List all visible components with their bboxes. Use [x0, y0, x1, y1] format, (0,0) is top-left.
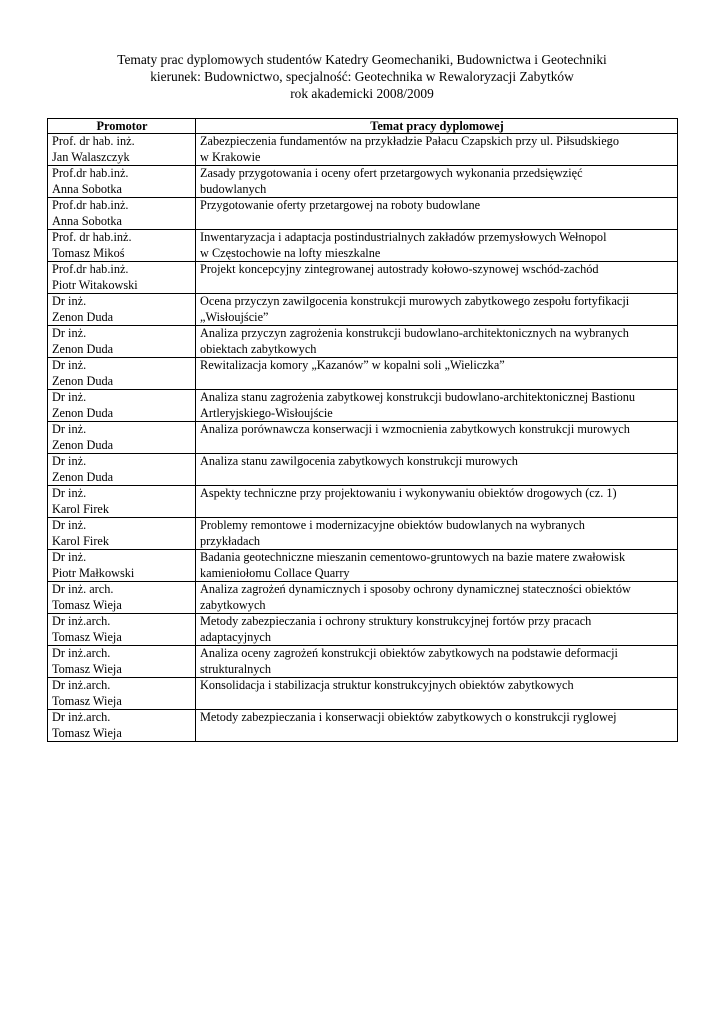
- topic-text-line: „Wisłoujście”: [200, 309, 269, 324]
- promotor-degree: Prof. dr hab.inż.: [52, 230, 132, 244]
- promotor-degree: Dr inż.: [52, 294, 87, 308]
- promotor-name: Zenon Duda: [52, 341, 114, 356]
- promotor-degree: Dr inż.: [52, 422, 87, 436]
- promotor-degree: Dr inż.arch.: [52, 614, 111, 628]
- topic-text-line: Konsolidacja i stabilizacja struktur konstrukcyjnych obiektów zabytkowych: [200, 678, 574, 692]
- table-body: [48, 134, 678, 742]
- promotor-name: Anna Sobotka: [52, 181, 123, 196]
- topic-text-line: Aspekty techniczne przy projektowaniu i wykonywaniu obiektów drogowych (cz. 1): [200, 486, 617, 500]
- promotor-cell: [48, 486, 196, 518]
- promotor-cell: [48, 646, 196, 678]
- topic-text-line: Analiza stanu zagrożenia zabytkowej konstrukcji budowlano-architektonicznej Bastionu: [200, 390, 636, 404]
- table-row: [48, 518, 678, 550]
- promotor-cell: [48, 422, 196, 454]
- document-header: [0, 51, 724, 102]
- promotor-name: Tomasz Wieja: [52, 725, 122, 740]
- promotor-degree: Dr inż.arch.: [52, 678, 111, 692]
- topic-text-line: Inwentaryzacja i adaptacja postindustrialnych zakładów przemysłowych Wełnopol: [200, 230, 607, 244]
- topic-text-line: adaptacyjnych: [200, 629, 272, 644]
- table-row: [48, 326, 678, 358]
- topic-cell: [196, 614, 678, 646]
- topic-text-line: Projekt koncepcyjny zintegrowanej autostrady kołowo-szynowej wschód-zachód: [200, 262, 599, 276]
- promotor-degree: Dr inż. arch.: [52, 582, 114, 596]
- topic-cell: [196, 390, 678, 422]
- topic-cell: [196, 486, 678, 518]
- topic-text-line: zabytkowych: [200, 597, 266, 612]
- promotor-cell: [48, 262, 196, 294]
- table-row: [48, 294, 678, 326]
- topic-text-line: obiektach zabytkowych: [200, 341, 317, 356]
- thesis-topics-table: [47, 118, 678, 742]
- promotor-cell: [48, 550, 196, 582]
- promotor-cell: [48, 518, 196, 550]
- promotor-name: Tomasz Wieja: [52, 629, 122, 644]
- table-row: [48, 390, 678, 422]
- header-title-line: Tematy prac dyplomowych studentów Katedry Geomechaniki, Budownictwa i Geotechniki: [117, 52, 607, 67]
- topic-cell: [196, 358, 678, 390]
- table-row: [48, 358, 678, 390]
- promotor-name: Zenon Duda: [52, 405, 114, 420]
- table-row: [48, 646, 678, 678]
- promotor-degree: Prof. dr hab. inż.: [52, 134, 135, 148]
- promotor-cell: [48, 614, 196, 646]
- topic-text-line: w Częstochowie na lofty mieszkalne: [200, 245, 381, 260]
- topic-cell: [196, 294, 678, 326]
- table-row: [48, 166, 678, 198]
- topic-cell: [196, 646, 678, 678]
- promotor-name: Zenon Duda: [52, 373, 114, 388]
- promotor-degree: Dr inż.arch.: [52, 646, 111, 660]
- table-row: [48, 262, 678, 294]
- column-header-topic: Temat pracy dyplomowej: [196, 119, 678, 134]
- promotor-cell: [48, 294, 196, 326]
- topic-cell: [196, 710, 678, 742]
- topic-cell: [196, 422, 678, 454]
- promotor-cell: [48, 134, 196, 166]
- promotor-cell: [48, 582, 196, 614]
- promotor-cell: [48, 390, 196, 422]
- promotor-cell: [48, 678, 196, 710]
- promotor-name: Tomasz Mikoś: [52, 245, 125, 260]
- topic-cell: [196, 678, 678, 710]
- topic-text-line: Artleryjskiego-Wisłoujście: [200, 405, 333, 420]
- topic-cell: [196, 454, 678, 486]
- promotor-name: Anna Sobotka: [52, 213, 123, 228]
- table-row: [48, 422, 678, 454]
- table-header-row: [48, 119, 678, 134]
- promotor-cell: [48, 358, 196, 390]
- topic-text-line: strukturalnych: [200, 661, 272, 676]
- promotor-cell: [48, 454, 196, 486]
- header-academic-year-line: rok akademicki 2008/2009: [290, 86, 434, 101]
- topic-text-line: w Krakowie: [200, 149, 261, 164]
- promotor-cell: [48, 230, 196, 262]
- topic-text-line: Zasady przygotowania i oceny ofert przetargowych wykonania przedsięwzięć: [200, 166, 583, 180]
- topic-cell: [196, 518, 678, 550]
- table-row: [48, 550, 678, 582]
- promotor-degree: Dr inż.: [52, 326, 87, 340]
- topic-cell: [196, 262, 678, 294]
- table-row: [48, 198, 678, 230]
- promotor-name: Karol Firek: [52, 533, 110, 548]
- promotor-degree: Dr inż.: [52, 454, 87, 468]
- topic-text-line: Analiza oceny zagrożeń konstrukcji obiektów zabytkowych na podstawie deformacji: [200, 646, 618, 660]
- promotor-cell: [48, 710, 196, 742]
- topic-text-line: Problemy remontowe i modernizacyjne obiektów budowlanych na wybranych: [200, 518, 585, 532]
- promotor-cell: [48, 166, 196, 198]
- topic-text-line: Analiza zagrożeń dynamicznych i sposoby ochrony dynamicznej stateczności obiektów: [200, 582, 631, 596]
- promotor-name: Tomasz Wieja: [52, 661, 122, 676]
- topic-cell: [196, 134, 678, 166]
- promotor-cell: [48, 198, 196, 230]
- promotor-degree: Dr inż.: [52, 518, 87, 532]
- promotor-degree: Prof.dr hab.inż.: [52, 166, 129, 180]
- topic-text-line: Analiza przyczyn zagrożenia konstrukcji budowlano-architektonicznych na wybranych: [200, 326, 629, 340]
- topic-text-line: kamieniołomu Collace Quarry: [200, 565, 350, 580]
- topic-cell: [196, 230, 678, 262]
- table-row: [48, 486, 678, 518]
- promotor-degree: Dr inż.: [52, 390, 87, 404]
- promotor-name: Tomasz Wieja: [52, 693, 122, 708]
- topic-text-line: Metody zabezpieczania i ochrony struktury konstrukcyjnej fortów przy pracach: [200, 614, 592, 628]
- table-row: [48, 454, 678, 486]
- header-specialization-line: kierunek: Budownictwo, specjalność: Geotechnika w Rewaloryzacji Zabytków: [150, 69, 574, 84]
- topic-text-line: Metody zabezpieczania i konserwacji obiektów zabytkowych o konstrukcji ryglowej: [200, 710, 617, 724]
- table-row: [48, 230, 678, 262]
- promotor-name: Tomasz Wieja: [52, 597, 122, 612]
- topic-cell: [196, 166, 678, 198]
- table-row: [48, 582, 678, 614]
- topic-text-line: Analiza stanu zawilgocenia zabytkowych konstrukcji murowych: [200, 454, 518, 468]
- table-row: [48, 614, 678, 646]
- topic-text-line: Badania geotechniczne mieszanin cementowo-gruntowych na bazie matere zwałowisk: [200, 550, 626, 564]
- topic-text-line: budowlanych: [200, 181, 267, 196]
- promotor-name: Zenon Duda: [52, 437, 114, 452]
- topic-text-line: przykładach: [200, 533, 261, 548]
- topic-text-line: Rewitalizacja komory „Kazanów” w kopalni soli „Wieliczka”: [200, 358, 505, 372]
- topic-cell: [196, 198, 678, 230]
- promotor-name: Piotr Małkowski: [52, 565, 135, 580]
- table-row: [48, 678, 678, 710]
- promotor-name: Jan Walaszczyk: [52, 149, 130, 164]
- table-row: [48, 710, 678, 742]
- promotor-name: Zenon Duda: [52, 309, 114, 324]
- column-header-promotor: Promotor: [48, 119, 196, 134]
- promotor-cell: [48, 326, 196, 358]
- promotor-degree: Dr inż.: [52, 358, 87, 372]
- topic-text-line: Analiza porównawcza konserwacji i wzmocnienia zabytkowych konstrukcji murowych: [200, 422, 630, 436]
- topic-text-line: Ocena przyczyn zawilgocenia konstrukcji murowych zabytkowego zespołu fortyfikacji: [200, 294, 630, 308]
- promotor-name: Karol Firek: [52, 501, 110, 516]
- topic-text-line: Zabezpieczenia fundamentów na przykładzie Pałacu Czapskich przy ul. Piłsudskiego: [200, 134, 619, 148]
- promotor-degree: Dr inż.: [52, 550, 87, 564]
- promotor-name: Piotr Witakowski: [52, 277, 138, 292]
- promotor-degree: Dr inż.: [52, 486, 87, 500]
- table-row: [48, 134, 678, 166]
- topic-cell: [196, 326, 678, 358]
- promotor-name: Zenon Duda: [52, 469, 114, 484]
- promotor-degree: Prof.dr hab.inż.: [52, 262, 129, 276]
- topic-text-line: Przygotowanie oferty przetargowej na roboty budowlane: [200, 198, 481, 212]
- topic-cell: [196, 582, 678, 614]
- promotor-degree: Prof.dr hab.inż.: [52, 198, 129, 212]
- promotor-degree: Dr inż.arch.: [52, 710, 111, 724]
- topic-cell: [196, 550, 678, 582]
